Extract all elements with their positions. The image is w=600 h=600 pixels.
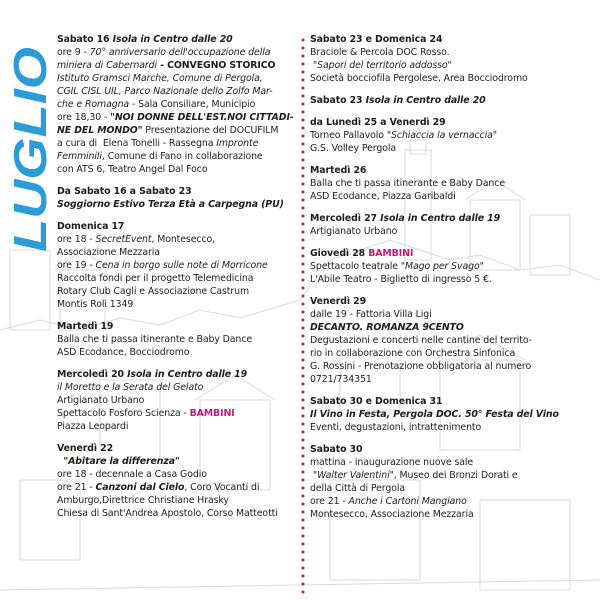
text-segment: CGIL CISL UIL, Parco Nazionale dello Zolfo Mar- xyxy=(57,86,273,97)
left-column xyxy=(57,33,297,529)
text-segment: ore 18,30 - xyxy=(57,112,111,123)
event-line xyxy=(57,346,297,359)
event-entry xyxy=(57,368,297,433)
event-entry xyxy=(310,116,595,155)
text-segment: ASD Ecodance, Piazza Garibaldi xyxy=(310,191,456,202)
text-segment: Istituto Gramsci Marche, Comune di Pergola, xyxy=(57,73,263,84)
event-heading xyxy=(57,320,297,333)
event-heading xyxy=(310,33,595,46)
event-line xyxy=(310,347,595,360)
event-line xyxy=(57,333,297,346)
event-line xyxy=(57,198,297,211)
text-segment: Canzoni dal Cielo xyxy=(95,482,185,493)
event-heading xyxy=(57,220,297,233)
text-segment: ore 19 - xyxy=(57,260,96,271)
event-line xyxy=(57,394,297,407)
event-heading xyxy=(310,94,595,107)
event-line xyxy=(310,46,595,59)
text-segment: Il Vino in Festa, Pergola DOC. 50° Festa del Vino xyxy=(310,409,559,420)
text-segment: Sabato 30 xyxy=(310,444,363,455)
event-line xyxy=(310,482,595,495)
event-line xyxy=(57,246,297,259)
text-segment: , Montesecco, xyxy=(151,234,216,245)
event-heading xyxy=(57,33,297,46)
text-segment: Sabato 23 e Domenica 24 xyxy=(310,34,443,45)
text-segment: Anche i Cartoni Mangiano xyxy=(348,496,467,507)
text-segment: rio in collaborazione con Orchestra Sinfonica xyxy=(310,348,516,359)
event-line xyxy=(57,481,297,494)
text-segment: il Moretto e la Serata del Gelato xyxy=(57,382,204,393)
text-segment: Raccolta fondi per il progetto Telemedicina xyxy=(57,273,254,284)
month-title xyxy=(4,40,56,260)
text-segment: della Città di Pergola xyxy=(310,483,406,494)
event-line xyxy=(57,111,297,124)
text-segment: , Comune di Fano in collaborazione xyxy=(101,151,263,162)
text-segment: Martedì 19 xyxy=(57,321,114,332)
text-segment: ore 21 - xyxy=(310,496,349,507)
text-segment: Domenica 17 xyxy=(57,221,125,232)
text-segment: miniera di Cabernardi xyxy=(57,60,158,71)
text-segment: Cena in borgo sulle note di Morricone xyxy=(95,260,268,271)
kids-badge: BAMBINI xyxy=(189,408,235,419)
text-segment: Presentazione del DOCUFILM xyxy=(142,125,279,136)
event-entry xyxy=(310,33,595,85)
event-heading xyxy=(310,443,595,456)
event-entry xyxy=(310,295,595,386)
event-heading xyxy=(57,368,297,381)
event-heading xyxy=(310,247,595,260)
text-segment: Spettacolo Fosforo Scienza - xyxy=(57,408,190,419)
text-segment: L'Abile Teatro - Biglietto di ingresso 5 €. xyxy=(310,274,492,285)
event-line xyxy=(310,177,595,190)
text-segment: dalle 19 - Fattoria Villa Ligi xyxy=(310,309,432,320)
event-line xyxy=(57,163,297,176)
text-segment: "Abitare la differenza" xyxy=(57,456,180,467)
text-segment: G.S. Volley Pergola xyxy=(310,143,396,154)
text-segment: DECANTO. ROMANZA 9CENTO xyxy=(310,322,464,333)
event-line xyxy=(57,468,297,481)
text-segment: Giovedì 28 xyxy=(310,248,369,259)
event-line xyxy=(57,420,297,433)
text-segment: mattina - inaugurazione nuove sale xyxy=(310,457,474,468)
text-segment: Rotary Club Cagli e Associazione Castrum xyxy=(57,286,249,297)
event-line xyxy=(310,408,595,421)
text-segment: Chiesa di Sant'Andrea Apostolo, Corso Matteotti xyxy=(57,508,278,519)
text-segment: 70° anniversario dell'occupazione della xyxy=(89,47,271,58)
text-segment: "Mago per Svago" xyxy=(400,261,484,272)
text-segment: ASD Ecodance, Bocciodromo xyxy=(57,347,190,358)
text-segment: Artigianato Urbano xyxy=(310,226,398,237)
event-line xyxy=(310,72,595,85)
text-segment: 0721/734351 xyxy=(310,374,372,385)
text-segment: Sabato 16 xyxy=(57,34,113,45)
event-line xyxy=(57,272,297,285)
month-title-text: LUGLIO xyxy=(4,78,56,252)
text-segment: , Coro Vocanti di xyxy=(184,482,260,493)
text-segment: ore 18 - xyxy=(57,234,96,245)
text-segment: Isola in Centro dalle 20 xyxy=(365,95,486,106)
event-line xyxy=(310,508,595,521)
event-line xyxy=(310,373,595,386)
text-segment: Isola in Centro dalle 20 xyxy=(112,34,233,45)
event-line xyxy=(310,421,595,434)
event-line xyxy=(310,142,595,155)
event-entry xyxy=(310,443,595,521)
kids-badge: BAMBINI xyxy=(368,248,414,259)
text-segment: Balla che ti passa itinerante e Baby Dance xyxy=(310,178,505,189)
event-line xyxy=(310,260,595,273)
event-heading xyxy=(310,295,595,308)
text-segment: Torneo Pallavolo xyxy=(310,130,387,141)
event-line xyxy=(57,59,297,72)
event-line xyxy=(57,507,297,520)
text-segment: Spettacolo teatrale xyxy=(310,261,401,272)
event-line xyxy=(57,259,297,272)
text-segment: da Lunedì 25 a Venerdì 29 xyxy=(310,117,446,128)
text-segment: Amburgo,Direttrice Christiane Hrasky xyxy=(57,495,229,506)
text-segment: "Walter Valentini" xyxy=(310,470,394,481)
text-segment: Mercoledì 20 xyxy=(57,369,128,380)
event-line xyxy=(310,190,595,203)
text-segment: - CONVEGNO STORICO xyxy=(157,60,276,71)
event-line xyxy=(57,455,297,468)
event-entry xyxy=(57,185,297,211)
event-line xyxy=(310,334,595,347)
event-line xyxy=(310,225,595,238)
event-line xyxy=(57,46,297,59)
event-line xyxy=(57,98,297,111)
text-segment: Associazione Mezzaria xyxy=(57,247,160,258)
text-segment: Femminili xyxy=(57,151,102,162)
text-segment: NE DEL MONDO" xyxy=(57,125,143,136)
event-line xyxy=(57,85,297,98)
text-segment: Degustazioni e concerti nelle cantine del territo- xyxy=(310,335,532,346)
text-segment: a cura di Elena Tonelli - Rassegna xyxy=(57,138,217,149)
column-divider xyxy=(301,40,305,600)
event-line xyxy=(310,273,595,286)
text-segment: , Museo dei Bronzi Dorati e xyxy=(393,470,518,481)
event-line xyxy=(310,321,595,334)
text-segment: Montesecco, Associazione Mezzaria xyxy=(310,509,474,520)
event-entry xyxy=(57,33,297,176)
event-line xyxy=(310,308,595,321)
text-segment: Balla che ti passa itinerante e Baby Dance xyxy=(57,334,252,345)
event-line xyxy=(310,456,595,469)
event-line xyxy=(57,72,297,85)
event-line xyxy=(57,494,297,507)
event-line xyxy=(310,469,595,482)
text-segment: "NOI DONNE DELL'EST.NOI CITTADI- xyxy=(110,112,294,123)
event-line xyxy=(57,407,297,420)
text-segment: Venerdì 22 xyxy=(57,443,113,454)
text-segment: Montis Roli 1349 xyxy=(57,299,134,310)
event-entry xyxy=(310,212,595,238)
text-segment: Isola in Centro dalle 19 xyxy=(127,369,248,380)
text-segment: Artigianato Urbano xyxy=(57,395,145,406)
text-segment: Sabato 30 e Domenica 31 xyxy=(310,396,443,407)
event-heading xyxy=(57,442,297,455)
event-heading xyxy=(310,212,595,225)
text-segment: - Sala Consiliare, Municipio xyxy=(129,99,256,110)
event-line xyxy=(310,59,595,72)
right-column xyxy=(310,33,595,530)
text-segment: Venerdì 29 xyxy=(310,296,366,307)
text-segment: SecretEvent xyxy=(95,234,152,245)
event-entry xyxy=(310,247,595,286)
event-line xyxy=(57,233,297,246)
text-segment: Braciole & Percola DOC Rosso. xyxy=(310,47,450,58)
text-segment: Eventi, degustazioni, intrattenimento xyxy=(310,422,482,433)
event-entry xyxy=(57,442,297,520)
event-line xyxy=(57,124,297,137)
text-segment: Sabato 23 xyxy=(310,95,366,106)
event-heading xyxy=(310,116,595,129)
event-line xyxy=(57,137,297,150)
text-segment: che e Romagna xyxy=(57,99,130,110)
text-segment: Soggiorno Estivo Terza Età a Carpegna (PU) xyxy=(57,199,284,210)
text-segment: con ATS 6, Teatro Angel Dal Foco xyxy=(57,164,208,175)
text-segment: G. Rossini - Prenotazione obbligatoria al numero xyxy=(310,361,532,372)
event-line xyxy=(310,360,595,373)
text-segment: Da Sabato 16 a Sabato 23 xyxy=(57,186,192,197)
text-segment: ore 18 - decennale a Casa Godio xyxy=(57,469,207,480)
event-line xyxy=(310,495,595,508)
text-segment: Impronte xyxy=(216,138,259,149)
text-segment: Mercoledì 27 xyxy=(310,213,381,224)
event-line xyxy=(57,285,297,298)
text-segment: ore 21 - xyxy=(57,482,96,493)
text-segment: Martedì 26 xyxy=(310,165,367,176)
event-line xyxy=(57,298,297,311)
event-entry xyxy=(310,94,595,107)
event-entry xyxy=(57,220,297,311)
text-segment: Società bocciofila Pergolese, Area Bocciodromo xyxy=(310,73,528,84)
event-heading xyxy=(310,395,595,408)
event-heading xyxy=(310,164,595,177)
event-line xyxy=(310,129,595,142)
event-entry xyxy=(310,164,595,203)
event-entry xyxy=(310,395,595,434)
text-segment: Piazza Leopardi xyxy=(57,421,129,432)
text-segment: Isola in Centro dalle 19 xyxy=(380,213,501,224)
event-heading xyxy=(57,185,297,198)
text-segment: ore 9 - xyxy=(57,47,90,58)
event-line xyxy=(57,150,297,163)
text-segment: "Schiaccia la vernaccia" xyxy=(386,130,497,141)
event-line xyxy=(57,381,297,394)
text-segment: "Sapori del territorio addosso" xyxy=(310,60,452,71)
event-entry xyxy=(57,320,297,359)
